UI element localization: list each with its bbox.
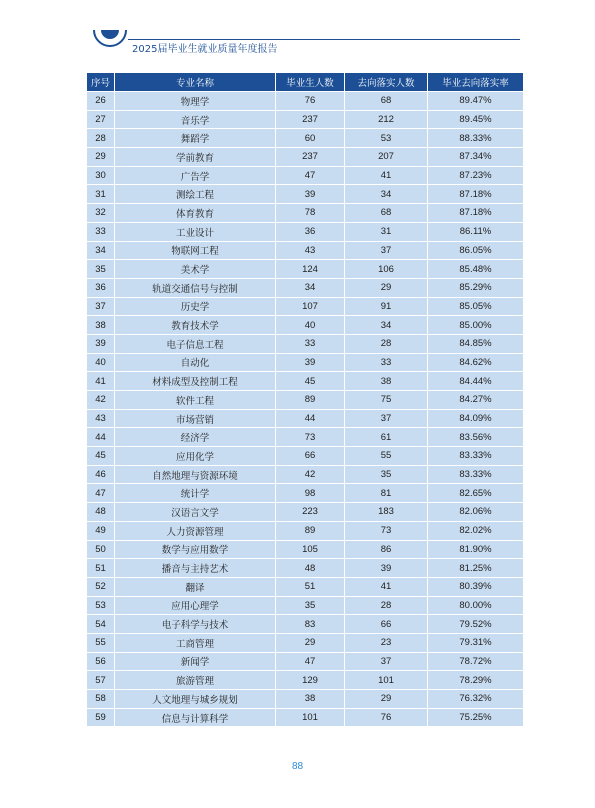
cell-index: 33	[87, 222, 115, 241]
table-row	[87, 465, 524, 484]
table-row	[87, 148, 524, 167]
cell-major-name: 材料成型及控制工程	[115, 372, 276, 391]
cell-index: 44	[87, 428, 115, 447]
cell-graduates: 47	[276, 166, 345, 185]
cell-graduates: 42	[276, 465, 345, 484]
table-row	[87, 484, 524, 503]
cell-rate: 85.00%	[428, 316, 524, 335]
table-row	[87, 503, 524, 522]
cell-graduates: 44	[276, 409, 345, 428]
cell-rate: 86.05%	[428, 241, 524, 260]
cell-rate: 81.25%	[428, 559, 524, 578]
cell-graduates: 39	[276, 353, 345, 372]
table-row	[87, 260, 524, 279]
cell-graduates: 43	[276, 241, 345, 260]
cell-graduates: 35	[276, 596, 345, 615]
col-header-placed: 去向落实人数	[345, 73, 428, 92]
cell-major-name: 工商管理	[115, 633, 276, 652]
cell-index: 38	[87, 316, 115, 335]
cell-major-name: 数学与应用数学	[115, 540, 276, 559]
cell-index: 58	[87, 690, 115, 709]
cell-placed: 53	[345, 129, 428, 148]
cell-rate: 80.39%	[428, 577, 524, 596]
cell-rate: 82.06%	[428, 503, 524, 522]
cell-placed: 39	[345, 559, 428, 578]
cell-graduates: 89	[276, 521, 345, 540]
cell-index: 55	[87, 633, 115, 652]
cell-major-name: 自然地理与资源环境	[115, 465, 276, 484]
cell-rate: 87.23%	[428, 166, 524, 185]
cell-index: 42	[87, 391, 115, 410]
cell-graduates: 129	[276, 671, 345, 690]
cell-index: 31	[87, 185, 115, 204]
cell-graduates: 45	[276, 372, 345, 391]
table-row	[87, 690, 524, 709]
cell-rate: 85.48%	[428, 260, 524, 279]
cell-graduates: 39	[276, 185, 345, 204]
cell-index: 35	[87, 260, 115, 279]
cell-major-name: 翻译	[115, 577, 276, 596]
cell-placed: 183	[345, 503, 428, 522]
table-body	[87, 92, 524, 727]
table-row	[87, 372, 524, 391]
cell-rate: 83.56%	[428, 428, 524, 447]
cell-graduates: 73	[276, 428, 345, 447]
cell-index: 56	[87, 652, 115, 671]
report-title: 2025届毕业生就业质量年度报告	[132, 44, 278, 55]
cell-index: 40	[87, 353, 115, 372]
cell-major-name: 物联网工程	[115, 241, 276, 260]
cell-placed: 212	[345, 110, 428, 129]
cell-graduates: 98	[276, 484, 345, 503]
cell-graduates: 51	[276, 577, 345, 596]
cell-major-name: 历史学	[115, 297, 276, 316]
page-header	[0, 0, 595, 60]
table-row	[87, 129, 524, 148]
cell-placed: 37	[345, 241, 428, 260]
cell-graduates: 76	[276, 92, 345, 111]
cell-major-name: 工业设计	[115, 222, 276, 241]
cell-rate: 84.62%	[428, 353, 524, 372]
cell-major-name: 应用心理学	[115, 596, 276, 615]
cell-major-name: 美术学	[115, 260, 276, 279]
cell-graduates: 89	[276, 391, 345, 410]
table-row	[87, 278, 524, 297]
cell-graduates: 36	[276, 222, 345, 241]
cell-rate: 86.11%	[428, 222, 524, 241]
cell-major-name: 舞蹈学	[115, 129, 276, 148]
cell-placed: 207	[345, 148, 428, 167]
table-row	[87, 596, 524, 615]
cell-graduates: 48	[276, 559, 345, 578]
cell-index: 29	[87, 148, 115, 167]
table-row	[87, 185, 524, 204]
cell-placed: 68	[345, 204, 428, 223]
cell-rate: 75.25%	[428, 708, 524, 727]
cell-placed: 28	[345, 596, 428, 615]
cell-index: 46	[87, 465, 115, 484]
cell-index: 48	[87, 503, 115, 522]
cell-major-name: 播音与主持艺术	[115, 559, 276, 578]
cell-rate: 83.33%	[428, 447, 524, 466]
cell-major-name: 广告学	[115, 166, 276, 185]
cell-placed: 91	[345, 297, 428, 316]
table-row	[87, 652, 524, 671]
table-row	[87, 559, 524, 578]
cell-index: 50	[87, 540, 115, 559]
cell-graduates: 83	[276, 615, 345, 634]
table-row	[87, 577, 524, 596]
cell-rate: 84.85%	[428, 334, 524, 353]
cell-index: 54	[87, 615, 115, 634]
cell-placed: 37	[345, 409, 428, 428]
cell-rate: 84.44%	[428, 372, 524, 391]
cell-placed: 66	[345, 615, 428, 634]
cell-placed: 31	[345, 222, 428, 241]
cell-major-name: 物理学	[115, 92, 276, 111]
cell-major-name: 信息与计算科学	[115, 708, 276, 727]
cell-placed: 34	[345, 185, 428, 204]
cell-index: 32	[87, 204, 115, 223]
cell-major-name: 经济学	[115, 428, 276, 447]
cell-graduates: 40	[276, 316, 345, 335]
cell-index: 27	[87, 110, 115, 129]
cell-major-name: 教育技术学	[115, 316, 276, 335]
cell-index: 37	[87, 297, 115, 316]
cell-major-name: 旅游管理	[115, 671, 276, 690]
cell-index: 51	[87, 559, 115, 578]
cell-placed: 76	[345, 708, 428, 727]
cell-graduates: 124	[276, 260, 345, 279]
cell-placed: 41	[345, 577, 428, 596]
cell-index: 34	[87, 241, 115, 260]
cell-rate: 84.09%	[428, 409, 524, 428]
cell-placed: 29	[345, 690, 428, 709]
cell-major-name: 学前教育	[115, 148, 276, 167]
cell-major-name: 市场营销	[115, 409, 276, 428]
cell-graduates: 78	[276, 204, 345, 223]
cell-graduates: 47	[276, 652, 345, 671]
cell-major-name: 人力资源管理	[115, 521, 276, 540]
cell-index: 57	[87, 671, 115, 690]
cell-index: 26	[87, 92, 115, 111]
cell-placed: 61	[345, 428, 428, 447]
table-row	[87, 409, 524, 428]
table-row	[87, 428, 524, 447]
cell-graduates: 237	[276, 148, 345, 167]
cell-index: 28	[87, 129, 115, 148]
cell-placed: 106	[345, 260, 428, 279]
cell-major-name: 电子科学与技术	[115, 615, 276, 634]
cell-placed: 81	[345, 484, 428, 503]
cell-placed: 37	[345, 652, 428, 671]
cell-placed: 86	[345, 540, 428, 559]
cell-placed: 35	[345, 465, 428, 484]
cell-rate: 83.33%	[428, 465, 524, 484]
cell-major-name: 测绘工程	[115, 185, 276, 204]
col-header-graduates: 毕业生人数	[276, 73, 345, 92]
table-row	[87, 110, 524, 129]
table-row	[87, 708, 524, 727]
col-header-index: 序号	[87, 73, 115, 92]
cell-placed: 41	[345, 166, 428, 185]
cell-index: 39	[87, 334, 115, 353]
cell-rate: 89.45%	[428, 110, 524, 129]
cell-rate: 85.29%	[428, 278, 524, 297]
cell-graduates: 34	[276, 278, 345, 297]
cell-index: 43	[87, 409, 115, 428]
table-header-row	[87, 73, 524, 92]
table-row	[87, 241, 524, 260]
cell-rate: 87.34%	[428, 148, 524, 167]
cell-rate: 89.47%	[428, 92, 524, 111]
cell-major-name: 轨道交通信号与控制	[115, 278, 276, 297]
cell-placed: 68	[345, 92, 428, 111]
employment-rate-table	[86, 72, 524, 727]
cell-placed: 73	[345, 521, 428, 540]
cell-major-name: 电子信息工程	[115, 334, 276, 353]
cell-rate: 79.31%	[428, 633, 524, 652]
cell-index: 30	[87, 166, 115, 185]
cell-rate: 81.90%	[428, 540, 524, 559]
cell-major-name: 音乐学	[115, 110, 276, 129]
cell-major-name: 统计学	[115, 484, 276, 503]
cell-rate: 82.02%	[428, 521, 524, 540]
cell-placed: 23	[345, 633, 428, 652]
cell-placed: 28	[345, 334, 428, 353]
cell-rate: 76.32%	[428, 690, 524, 709]
table-row	[87, 521, 524, 540]
cell-graduates: 237	[276, 110, 345, 129]
page-number: 88	[291, 761, 304, 772]
cell-index: 53	[87, 596, 115, 615]
cell-major-name: 应用化学	[115, 447, 276, 466]
cell-graduates: 38	[276, 690, 345, 709]
cell-index: 47	[87, 484, 115, 503]
cell-index: 45	[87, 447, 115, 466]
cell-placed: 38	[345, 372, 428, 391]
cell-rate: 78.29%	[428, 671, 524, 690]
cell-rate: 85.05%	[428, 297, 524, 316]
cell-rate: 88.33%	[428, 129, 524, 148]
table-row	[87, 316, 524, 335]
cell-index: 41	[87, 372, 115, 391]
cell-major-name: 新闻学	[115, 652, 276, 671]
cell-graduates: 29	[276, 633, 345, 652]
cell-index: 59	[87, 708, 115, 727]
cell-rate: 80.00%	[428, 596, 524, 615]
university-logo-icon	[93, 30, 127, 47]
table-row	[87, 297, 524, 316]
table-row	[87, 222, 524, 241]
cell-major-name: 人文地理与城乡规划	[115, 690, 276, 709]
cell-rate: 78.72%	[428, 652, 524, 671]
cell-major-name: 汉语言文学	[115, 503, 276, 522]
table-row	[87, 92, 524, 111]
cell-index: 52	[87, 577, 115, 596]
table-row	[87, 391, 524, 410]
cell-graduates: 33	[276, 334, 345, 353]
table-row	[87, 166, 524, 185]
cell-placed: 33	[345, 353, 428, 372]
table-row	[87, 334, 524, 353]
table-row	[87, 615, 524, 634]
cell-placed: 55	[345, 447, 428, 466]
cell-placed: 34	[345, 316, 428, 335]
cell-graduates: 101	[276, 708, 345, 727]
table-row	[87, 540, 524, 559]
cell-graduates: 107	[276, 297, 345, 316]
cell-graduates: 60	[276, 129, 345, 148]
cell-graduates: 66	[276, 447, 345, 466]
cell-rate: 82.65%	[428, 484, 524, 503]
cell-rate: 87.18%	[428, 185, 524, 204]
table-row	[87, 633, 524, 652]
cell-index: 49	[87, 521, 115, 540]
cell-major-name: 自动化	[115, 353, 276, 372]
table-row	[87, 353, 524, 372]
cell-rate: 79.52%	[428, 615, 524, 634]
table-row	[87, 447, 524, 466]
cell-major-name: 体育教育	[115, 204, 276, 223]
table-row	[87, 204, 524, 223]
table-row	[87, 671, 524, 690]
cell-placed: 29	[345, 278, 428, 297]
col-header-rate: 毕业去向落实率	[428, 73, 524, 92]
cell-graduates: 105	[276, 540, 345, 559]
cell-placed: 101	[345, 671, 428, 690]
cell-major-name: 软件工程	[115, 391, 276, 410]
col-header-major: 专业名称	[115, 73, 276, 92]
cell-graduates: 223	[276, 503, 345, 522]
cell-index: 36	[87, 278, 115, 297]
cell-rate: 87.18%	[428, 204, 524, 223]
cell-rate: 84.27%	[428, 391, 524, 410]
cell-placed: 75	[345, 391, 428, 410]
